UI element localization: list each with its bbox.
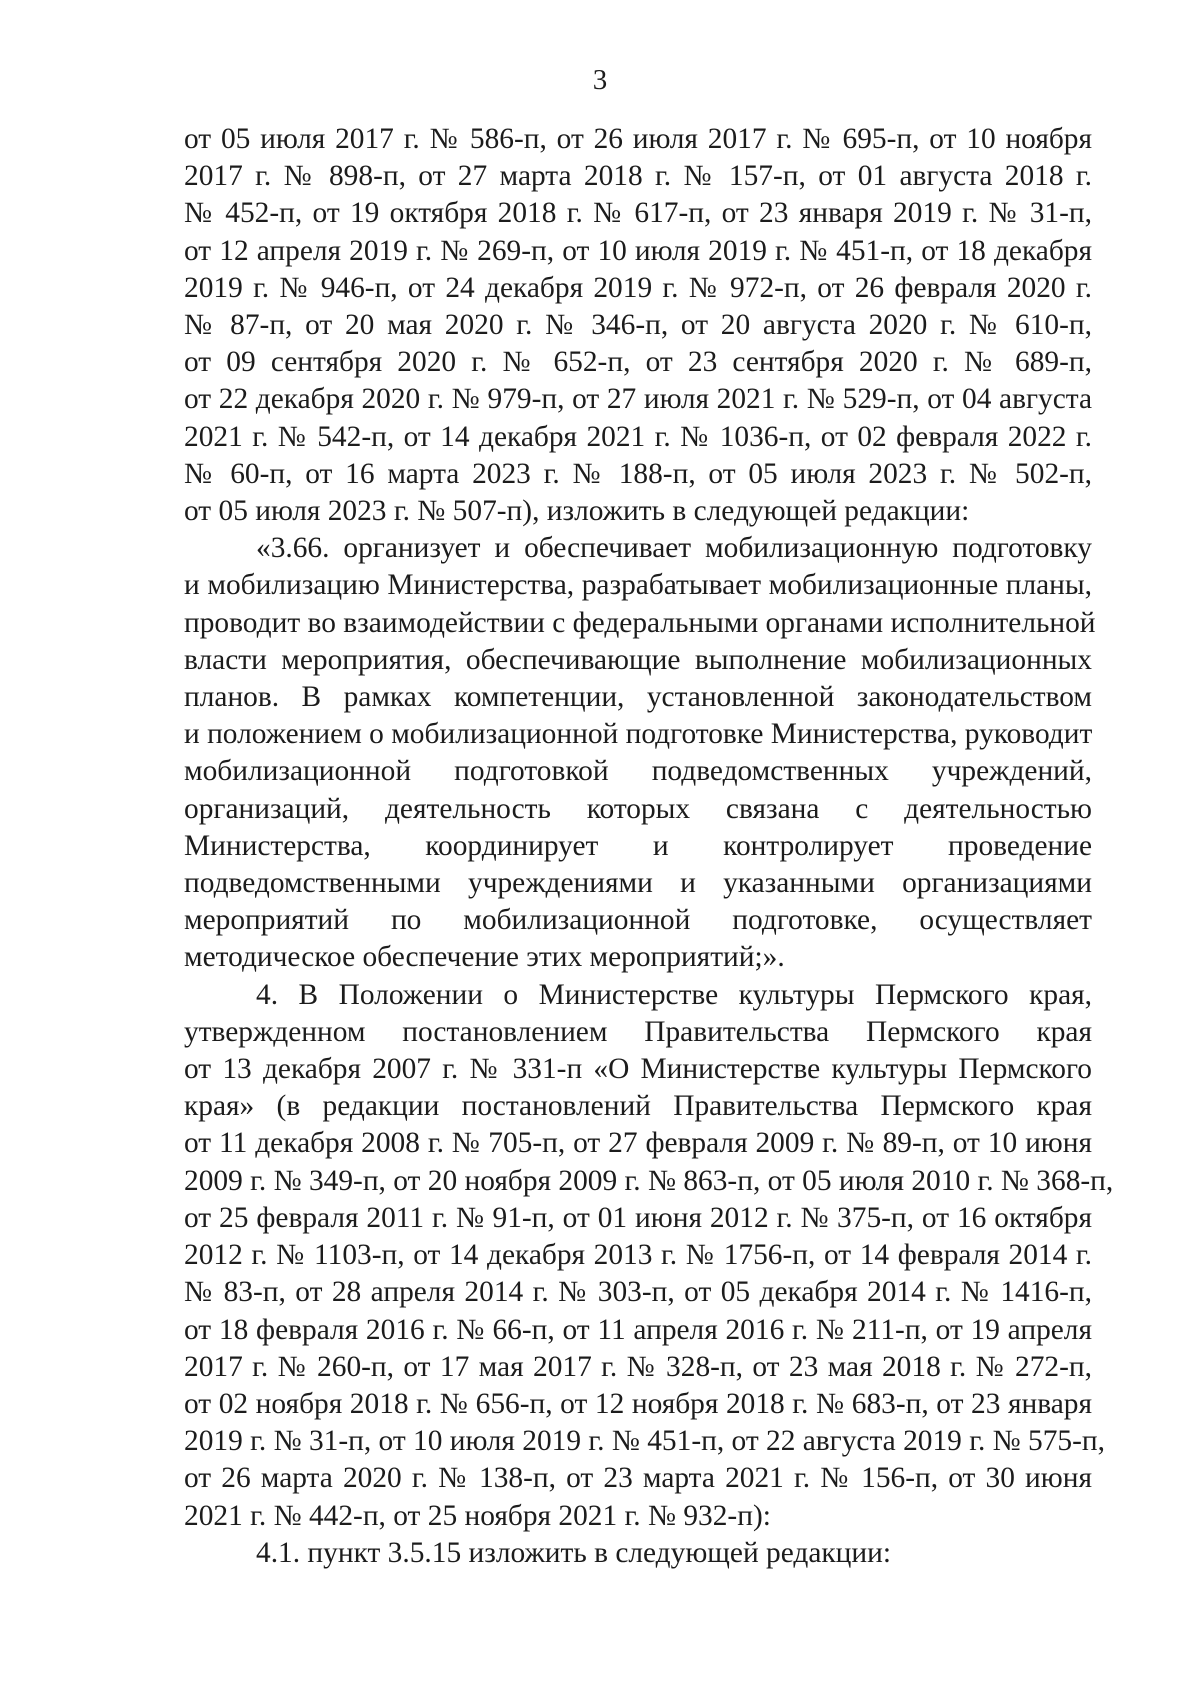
paragraph-first-line: 4. В Положении о Министерстве культуры Пермского края, (256, 978, 1092, 1011)
text-line: 2009 г. № 349-п, от 20 ноября 2009 г. № 863-п, от 05 июля 2010 г. № 368-п, (184, 1164, 1114, 1197)
paragraph-first-line: «3.66. организует и обеспечивает мобилизационную подготовку (256, 532, 1092, 565)
text-line: мобилизационной подготовкой подведомственных учреждений, (184, 755, 1092, 788)
text-line: № 83-п, от 28 апреля 2014 г. № 303-п, от 05 декабря 2014 г. № 1416-п, (184, 1276, 1092, 1309)
text-line: власти мероприятия, обеспечивающие выполнение мобилизационных (184, 643, 1092, 676)
text-line: от 12 апреля 2019 г. № 269-п, от 10 июля 2019 г. № 451-п, от 18 декабря (184, 234, 1092, 267)
paragraph-first-line: 4.1. пункт 3.5.15 изложить в следующей редакции: (256, 1536, 892, 1569)
text-line: 2019 г. № 31-п, от 10 июля 2019 г. № 451-п, от 22 августа 2019 г. № 575-п, (184, 1425, 1105, 1458)
text-line: и мобилизацию Министерства, разрабатывает мобилизационные планы, (184, 569, 1092, 602)
text-line: и положением о мобилизационной подготовке Министерства, руководит (184, 718, 1093, 751)
text-line: организаций, деятельность которых связана с деятельностью (184, 792, 1092, 825)
text-line: от 05 июля 2017 г. № 586-п, от 26 июля 2017 г. № 695-п, от 10 ноября (184, 123, 1092, 155)
text-line: 2019 г. № 946-п, от 24 декабря 2019 г. № 972-п, от 26 февраля 2020 г. (184, 271, 1092, 304)
text-line: 2017 г. № 898-п, от 27 марта 2018 г. № 157-п, от 01 августа 2018 г. (184, 160, 1092, 193)
text-line: 2021 г. № 442-п, от 25 ноября 2021 г. № 932-п): (184, 1499, 771, 1532)
text-line: № 60-п, от 16 марта 2023 г. № 188-п, от 05 июля 2023 г. № 502-п, (184, 457, 1092, 490)
text-line: № 87-п, от 20 мая 2020 г. № 346-п, от 20 августа 2020 г. № 610-п, (184, 309, 1092, 342)
text-line: мероприятий по мобилизационной подготовке, осуществляет (184, 904, 1092, 937)
text-line: края» (в редакции постановлений Правительства Пермского края (184, 1090, 1092, 1123)
text-line: от 25 февраля 2011 г. № 91-п, от 01 июня 2012 г. № 375-п, от 16 октября (184, 1201, 1092, 1234)
text-line: от 13 декабря 2007 г. № 331-п «О Министерстве культуры Пермского (184, 1053, 1092, 1086)
page-number: 3 (592, 64, 608, 96)
text-line: от 02 ноября 2018 г. № 656-п, от 12 ноября 2018 г. № 683-п, от 23 января (184, 1387, 1092, 1420)
text-line: от 09 сентября 2020 г. № 652-п, от 23 сентября 2020 г. № 689-п, (184, 346, 1092, 379)
document-body (184, 121, 1114, 1572)
text-line: от 05 июля 2023 г. № 507-п), изложить в следующей редакции: (184, 495, 970, 528)
text-line: методическое обеспечение этих мероприятий;». (184, 941, 785, 974)
text-line: проводит во взаимодействии с федеральными органами исполнительной (184, 606, 1096, 639)
text-line: 2012 г. № 1103-п, от 14 декабря 2013 г. № 1756-п, от 14 февраля 2014 г. (184, 1239, 1092, 1272)
text-line: от 11 декабря 2008 г. № 705-п, от 27 февраля 2009 г. № 89-п, от 10 июня (184, 1127, 1092, 1160)
text-line: от 22 декабря 2020 г. № 979-п, от 27 июля 2021 г. № 529-п, от 04 августа (184, 383, 1092, 416)
text-line: от 26 марта 2020 г. № 138-п, от 23 марта 2021 г. № 156-п, от 30 июня (184, 1462, 1092, 1495)
text-line: утвержденном постановлением Правительства Пермского края (184, 1015, 1092, 1048)
text-line: подведомственными учреждениями и указанными организациями (184, 867, 1092, 900)
text-line: от 18 февраля 2016 г. № 66-п, от 11 апреля 2016 г. № 211-п, от 19 апреля (184, 1313, 1092, 1346)
text-line: планов. В рамках компетенции, установленной законодательством (184, 681, 1092, 714)
text-line: Министерства, координирует и контролирует проведение (184, 829, 1092, 862)
text-line: 2017 г. № 260-п, от 17 мая 2017 г. № 328-п, от 23 мая 2018 г. № 272-п, (184, 1350, 1092, 1383)
text-line: 2021 г. № 542-п, от 14 декабря 2021 г. № 1036-п, от 02 февраля 2022 г. (184, 420, 1092, 453)
text-line: № 452-п, от 19 октября 2018 г. № 617-п, от 23 января 2019 г. № 31-п, (184, 197, 1092, 230)
